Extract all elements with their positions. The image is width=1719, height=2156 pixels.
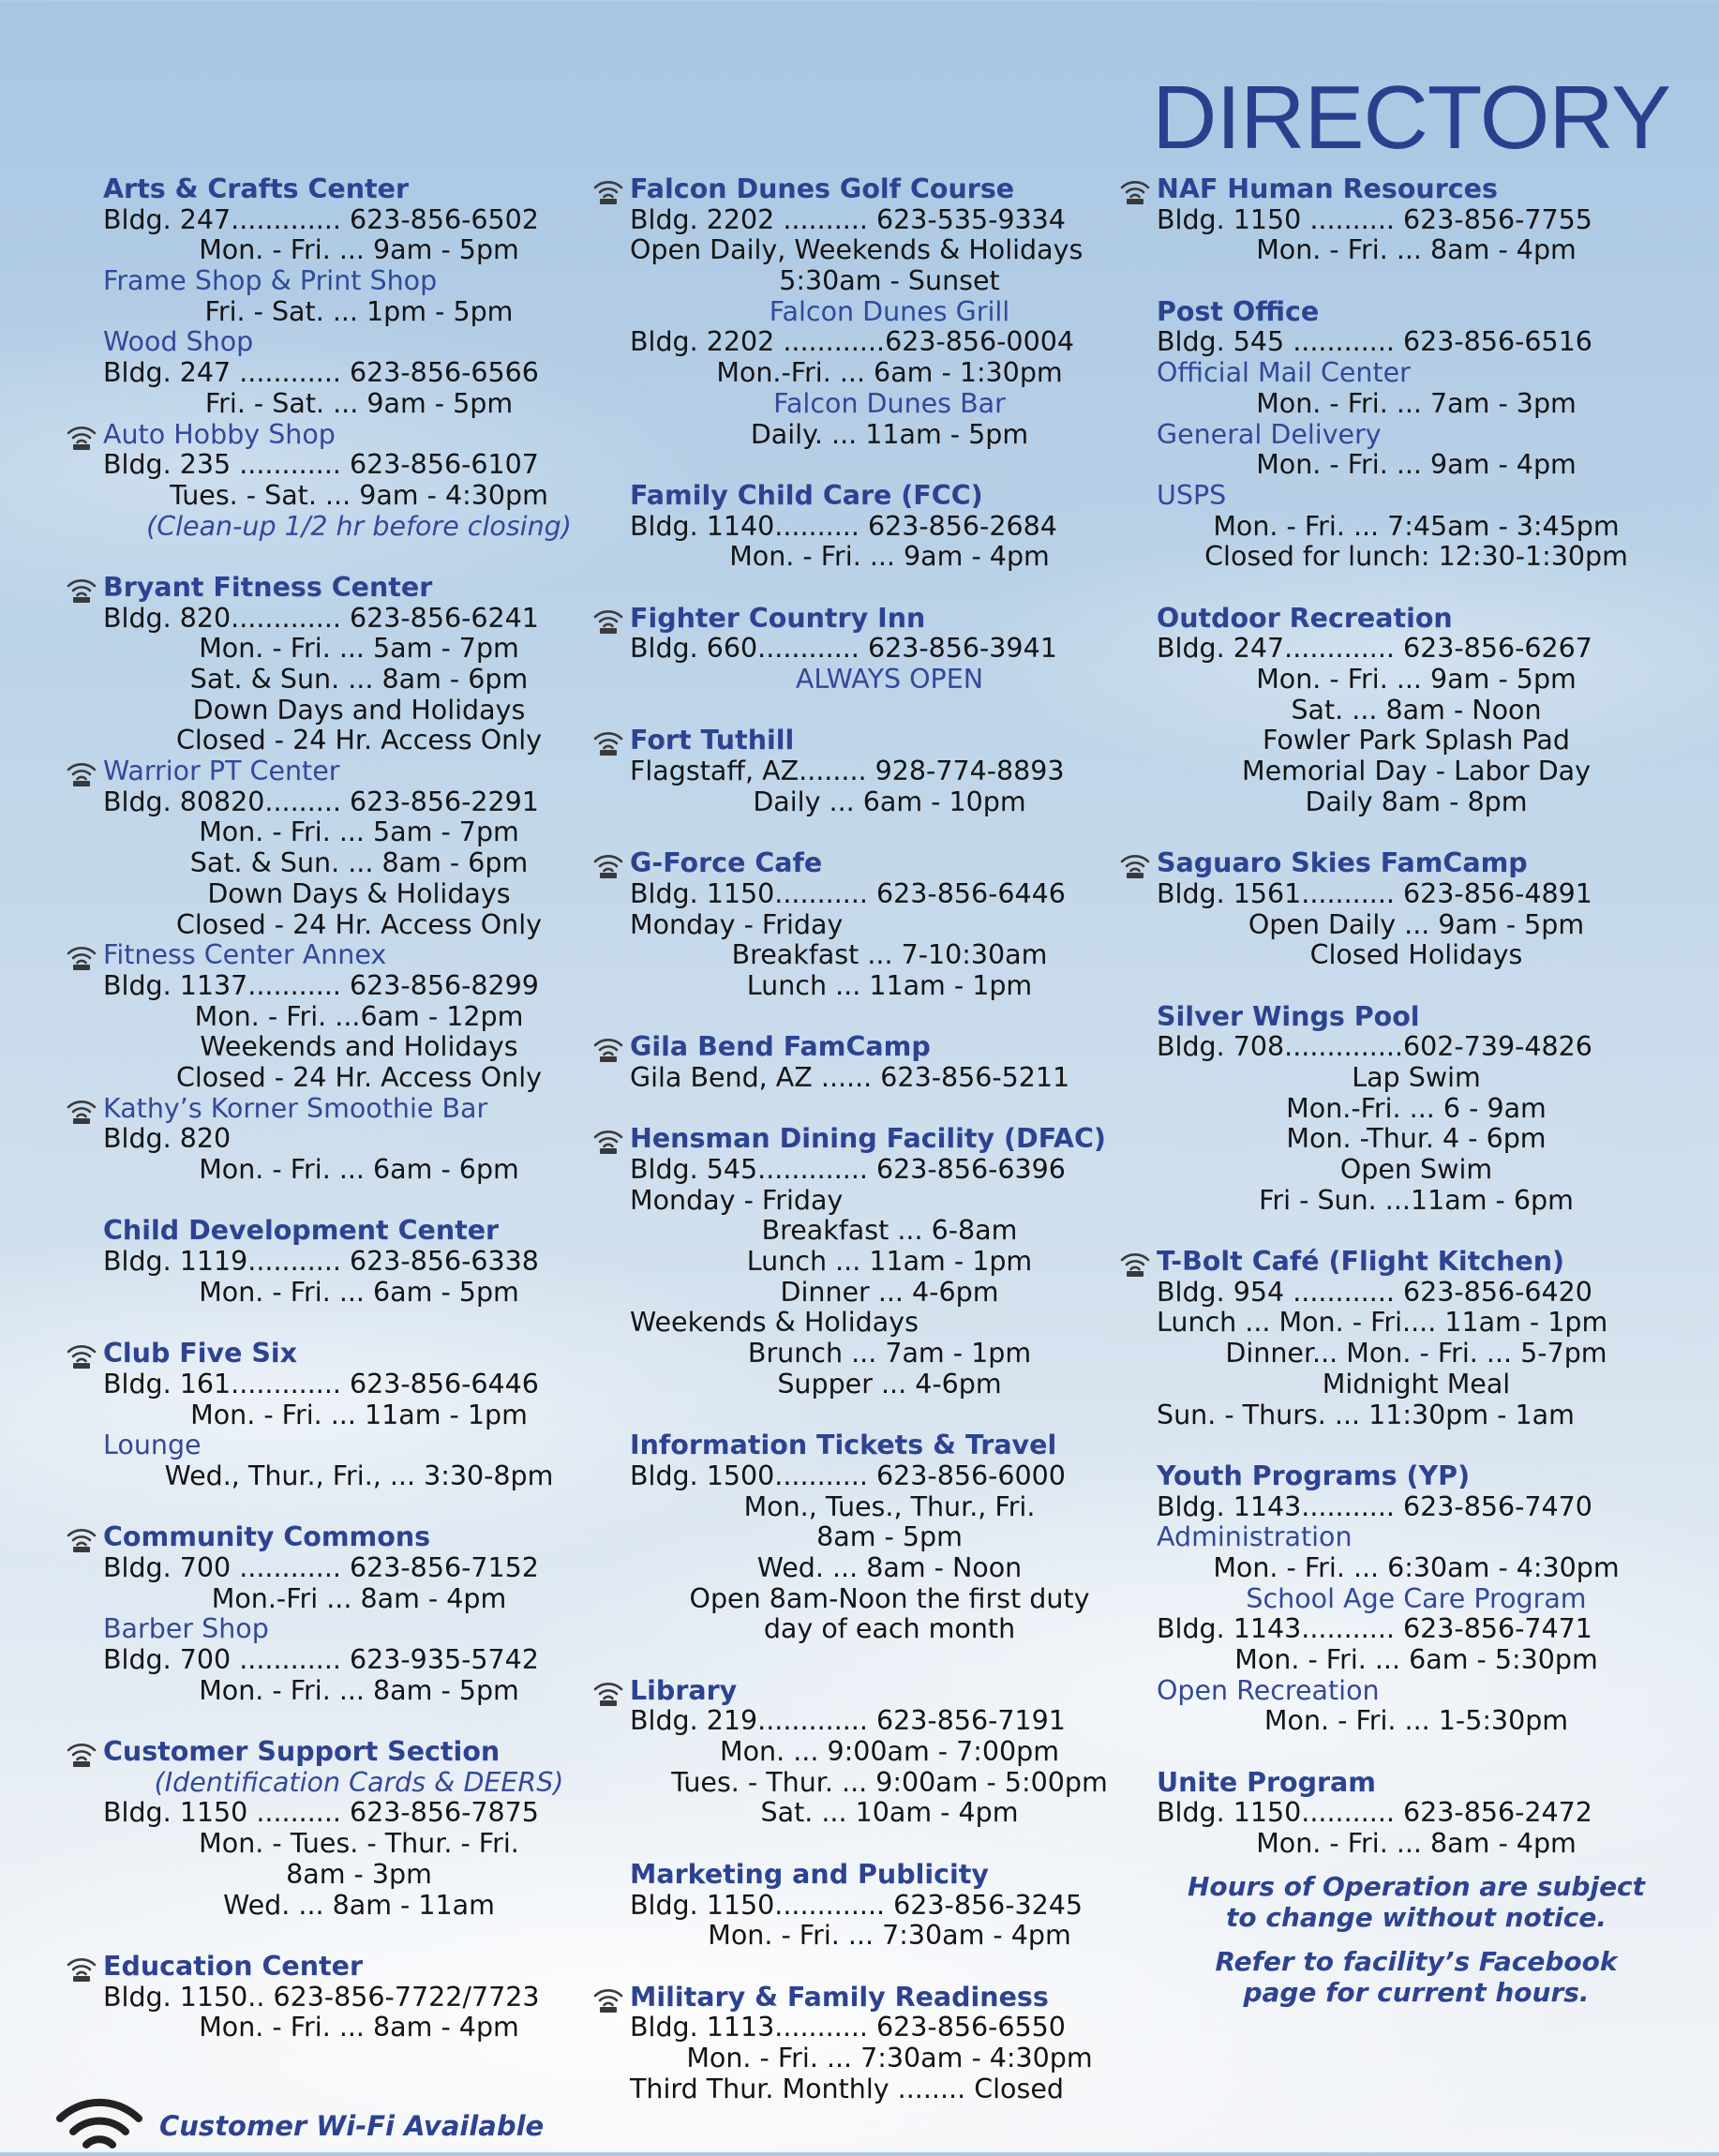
hours-line: Mon.-Fri. ... 6am - 1:30pm [716, 357, 1063, 389]
info-line: Bldg. 700 ............ 623-856-7152 [103, 1551, 539, 1583]
spacer [630, 1400, 1149, 1431]
hours-line: Mon. - Fri. ... 11am - 1pm [190, 1399, 528, 1430]
directory-entry [103, 756, 615, 940]
directory-entry [630, 848, 1149, 1032]
info-line: Bldg. 1150 .......... 623-856-7875 [103, 1797, 539, 1829]
hours-line: Open Swim [1339, 1154, 1493, 1185]
hours-line: Mon. - Fri. ... 8am - 5pm [199, 1674, 519, 1706]
info-line: Bldg. 1137........... 623-856-8299 [103, 969, 539, 1001]
directory-entry [1157, 1768, 1676, 1860]
column-entries [1157, 174, 1676, 1860]
spacer [630, 1094, 1149, 1125]
sub-facility-name: Barber Shop [103, 1613, 269, 1645]
hours-line: Mon., Tues., Thur., Fri. [743, 1490, 1036, 1522]
info-line: Flagstaff, AZ........ 928-774-8893 [630, 756, 1065, 787]
info-line: Bldg. 1150............. 623-856-3245 [630, 1889, 1084, 1921]
facility-name: Child Development Center [103, 1215, 500, 1247]
wifi-icon [592, 606, 624, 635]
hours-notice-line-2: to change without notice. [1226, 1901, 1607, 1933]
spacer [103, 1492, 615, 1523]
wifi-icon [66, 576, 97, 604]
spacer [103, 1921, 615, 1952]
facility-name: Saguaro Skies FamCamp [1157, 847, 1528, 879]
hours-line: Lunch ... 11am - 1pm [746, 1246, 1033, 1278]
hours-line: Sat. ... 8am - Noon [1291, 694, 1542, 726]
hours-line: Midnight Meal [1322, 1368, 1511, 1400]
info-line: Open Daily, Weekends & Holidays [630, 234, 1084, 266]
facility-name: Hensman Dining Facility (DFAC) [630, 1123, 1106, 1155]
hours-line: Mon.-Fri ... 8am - 4pm [211, 1582, 507, 1614]
hours-line: Brunch ... 7am - 1pm [747, 1338, 1032, 1370]
hours-line: Mon. - Tues. - Thur. - Fri. [199, 1828, 519, 1860]
info-line: Bldg. 247 ............ 623-856-6566 [103, 357, 539, 389]
hours-line: Sat. ... 10am - 4pm [760, 1797, 1019, 1829]
facility-name: Unite Program [1157, 1766, 1376, 1798]
spacer [103, 1706, 615, 1737]
info-line: Bldg. 708..............602-739-4826 [1157, 1031, 1592, 1063]
hours-line: Breakfast ... 6-8am [761, 1215, 1018, 1247]
wifi-icon [66, 423, 97, 451]
spacer [103, 1308, 615, 1339]
spacer [1157, 817, 1676, 848]
spacer [1157, 1430, 1676, 1461]
facility-name: T-Bolt Café (Flight Kitchen) [1157, 1246, 1565, 1278]
facility-name: Outdoor Recreation [1157, 602, 1453, 634]
sub-facility-name: Kathy’s Korner Smoothie Bar [103, 1092, 488, 1124]
info-line: Monday - Friday [630, 1184, 844, 1216]
spacer [1157, 266, 1676, 297]
hours-line: 5:30am - Sunset [779, 265, 1000, 297]
spacer [1157, 1216, 1676, 1247]
facility-name: Family Child Care (FCC) [630, 479, 983, 511]
hours-line: 8am - 5pm [816, 1521, 963, 1553]
spacer [1157, 573, 1676, 604]
facebook-notice-line-2: page for current hours. [1243, 1976, 1590, 2008]
info-line: Bldg. 1150.. 623-856-7722/7723 [103, 1981, 540, 2013]
info-line: Bldg. 1143........... 623-856-7470 [1157, 1490, 1592, 1522]
hours-line: Daily ... 6am - 10pm [753, 786, 1026, 817]
hours-line: Fri. - Sat. ... 9am - 5pm [204, 387, 514, 419]
spacer [1157, 971, 1676, 1002]
sub-facility-name: Lounge [103, 1430, 202, 1461]
hours-line: Mon. - Fri. ... 9am - 5pm [1256, 664, 1577, 695]
hours-line: Down Days and Holidays [192, 694, 526, 726]
spacer [630, 573, 1149, 604]
hours-line: Mon. - Fri. ... 9am - 5pm [199, 234, 519, 266]
hours-line: Tues. - Sat. ... 9am - 4:30pm [170, 479, 548, 511]
hours-line: Mon. - Fri. ... 8am - 4pm [199, 2012, 519, 2044]
info-line: Bldg. 1119........... 623-856-6338 [103, 1246, 539, 1278]
sub-facility-name: Warrior PT Center [103, 756, 340, 787]
hours-line: Sat. & Sun. ... 8am - 6pm [189, 664, 529, 695]
sub-facility-name: Administration [1157, 1521, 1353, 1553]
wifi-icon [56, 2090, 142, 2156]
spacer [1157, 1737, 1676, 1768]
sub-facility-name: Falcon Dunes Grill [769, 295, 1010, 327]
directory-entry [630, 1124, 1149, 1430]
hours-line: Down Days & Holidays [207, 877, 511, 909]
hours-line: Wed. ... 8am - 11am [223, 1889, 495, 1921]
directory-entry [103, 1737, 615, 1952]
notice-block [1157, 1871, 1676, 2008]
info-line: Lunch ... Mon. - Fri.... 11am - 1pm [1157, 1307, 1608, 1339]
facility-name: Youth Programs (YP) [1157, 1460, 1471, 1491]
sub-facility-name: Official Mail Center [1157, 357, 1411, 389]
info-line: Bldg. 1150........... 623-856-2472 [1157, 1797, 1592, 1829]
hours-line: Mon. - Fri. ... 6am - 6pm [199, 1154, 519, 1185]
directory-entry [103, 940, 615, 1093]
hours-line: Lunch ... 11am - 1pm [746, 969, 1033, 1001]
spacer [630, 1645, 1149, 1676]
hours-line: Mon.-Fri. ... 6 - 9am [1286, 1092, 1547, 1124]
facility-name: Information Tickets & Travel [630, 1430, 1057, 1461]
facility-name: G-Force Cafe [630, 847, 823, 879]
wifi-icon [1119, 851, 1151, 879]
directory-entry [1157, 174, 1676, 297]
hours-line: Mon. - Fri. ... 6am - 5pm [199, 1276, 519, 1308]
sub-facility-name: USPS [1157, 479, 1227, 511]
directory-entry [630, 174, 1149, 481]
hours-line: Wed., Thur., Fri., ... 3:30-8pm [164, 1460, 554, 1491]
hours-line: Mon. -Thur. 4 - 6pm [1286, 1123, 1547, 1155]
sub-facility-name: Open Recreation [1157, 1674, 1380, 1706]
hours-line: Mon. - Fri. ... 8am - 4pm [1256, 234, 1577, 266]
directory-entry [103, 1094, 615, 1217]
hours-line: Closed for lunch: 12:30-1:30pm [1204, 541, 1628, 573]
directory-entry [630, 1032, 1149, 1124]
directory-column-3 [1157, 174, 1676, 2008]
wifi-icon [1119, 1250, 1151, 1278]
facility-name: Fighter Country Inn [630, 602, 926, 634]
info-line: Bldg. 1500........... 623-856-6000 [630, 1460, 1066, 1491]
directory-entry [103, 573, 615, 756]
directory-entry [1157, 297, 1676, 604]
info-line: Bldg. 954 ............ 623-856-6420 [1157, 1276, 1592, 1308]
hours-line: Mon. - Fri. ... 6am - 5:30pm [1234, 1644, 1598, 1675]
directory-entry [103, 420, 615, 573]
facility-name: Library [630, 1674, 738, 1706]
hours-line: Open 8am-Noon the first duty [689, 1582, 1090, 1614]
facility-name: Bryant Fitness Center [103, 571, 433, 603]
spacer [630, 817, 1149, 848]
info-line: Bldg. 1143........... 623-856-7471 [1157, 1613, 1592, 1645]
directory-entry [630, 1430, 1149, 1676]
facility-name: NAF Human Resources [1157, 173, 1498, 204]
facility-name: Military & Family Readiness [630, 1981, 1049, 2013]
directory-entry [630, 1860, 1149, 1983]
directory-entry [1157, 1461, 1676, 1768]
directory-entry [103, 1216, 615, 1339]
directory-entry [630, 1676, 1149, 1860]
wifi-legend [56, 2096, 544, 2156]
info-line: Third Thur. Monthly ........ Closed [630, 2073, 1064, 2104]
sub-facility-name: School Age Care Program [1246, 1582, 1587, 1614]
info-line: Bldg. 247............. 623-856-6267 [1157, 633, 1592, 665]
directory-entry [1157, 848, 1676, 1001]
wifi-legend-label: Customer Wi-Fi Available [159, 2110, 545, 2142]
spacer [103, 1186, 615, 1217]
facility-name: Club Five Six [103, 1338, 298, 1370]
hours-line: Daily 8am - 8pm [1305, 786, 1528, 817]
hours-line: Mon. - Fri. ... 7:45am - 3:45pm [1213, 510, 1620, 542]
hours-line: Fowler Park Splash Pad [1262, 725, 1570, 756]
info-line: Bldg. 660............ 623-856-3941 [630, 633, 1057, 665]
wifi-icon [66, 1097, 97, 1125]
facility-name: Gila Bend FamCamp [630, 1031, 931, 1063]
facility-name: Community Commons [103, 1521, 431, 1553]
wifi-icon [592, 177, 624, 205]
directory-entry [103, 174, 615, 420]
sub-facility-name: General Delivery [1157, 418, 1382, 450]
wifi-icon [66, 1341, 97, 1370]
facility-name: Customer Support Section [103, 1736, 501, 1768]
info-line: Bldg. 2202 .......... 623-535-9334 [630, 203, 1066, 235]
spacer [630, 1829, 1149, 1860]
note-line: (Identification Cards & DEERS) [154, 1766, 564, 1798]
sub-facility-name: Frame Shop & Print Shop [103, 265, 438, 297]
spacer [630, 1952, 1149, 1983]
facebook-notice-line-1: Refer to facility’s Facebook [1215, 1945, 1618, 1977]
hours-line: Breakfast ... 7-10:30am [731, 939, 1048, 971]
hours-line: Mon. - Fri. ... 7:30am - 4:30pm [686, 2042, 1093, 2074]
directory-entry [103, 1952, 615, 2044]
facility-name: Arts & Crafts Center [103, 173, 410, 204]
hours-line: Closed Holidays [1309, 939, 1523, 971]
directory-column-2 [630, 174, 1149, 2104]
wifi-icon [592, 1679, 624, 1707]
hours-line: Fri. - Sat. ... 1pm - 5pm [204, 295, 514, 327]
wifi-icon [592, 851, 624, 879]
info-line: Bldg. 161............. 623-856-6446 [103, 1368, 539, 1400]
hours-line: Mon. - Fri. ... 5am - 7pm [199, 816, 519, 848]
hours-line: Closed - 24 Hr. Access Only [175, 908, 542, 940]
hours-line: 8am - 3pm [286, 1858, 432, 1890]
info-line: Bldg. 1150........... 623-856-6446 [630, 877, 1066, 909]
wifi-icon [592, 728, 624, 756]
hours-line: Supper ... 4-6pm [777, 1368, 1002, 1400]
wifi-icon [66, 1525, 97, 1553]
info-line: Bldg. 1113........... 623-856-6550 [630, 2012, 1066, 2044]
facility-name: Education Center [103, 1950, 364, 1982]
hours-line: Open Daily ... 9am - 5pm [1248, 908, 1585, 940]
info-line: Bldg. 2202 ............623-856-0004 [630, 326, 1074, 358]
hours-line: Mon. - Fri. ... 8am - 4pm [1256, 1828, 1577, 1860]
hours-line: Mon. ... 9:00am - 7:00pm [720, 1736, 1059, 1768]
directory-entry [1157, 604, 1676, 849]
facility-name: Silver Wings Pool [1157, 1000, 1420, 1032]
hours-line: Mon. - Fri. ... 9am - 4pm [729, 541, 1050, 573]
info-line: Bldg. 219............. 623-856-7191 [630, 1705, 1066, 1737]
info-line: Bldg. 1150 .......... 623-856-7755 [1157, 203, 1592, 235]
hours-line: Mon. - Fri. ... 5am - 7pm [199, 633, 519, 665]
hours-line: Wed. ... 8am - Noon [756, 1551, 1023, 1583]
hours-line: Fri - Sun. ...11am - 6pm [1259, 1184, 1574, 1216]
hours-line: Mon. - Fri. ... 1-5:30pm [1263, 1705, 1569, 1737]
info-line: Bldg. 235 ............ 623-856-6107 [103, 449, 539, 481]
hours-line: Closed - 24 Hr. Access Only [175, 725, 542, 756]
hours-line: Mon. - Fri. ... 7:30am - 4pm [708, 1920, 1071, 1952]
hours-notice-line-1: Hours of Operation are subject [1187, 1870, 1646, 1902]
hours-line: Dinner ... 4-6pm [780, 1276, 999, 1308]
hours-line: Mon. - Fri. ... 6:30am - 4:30pm [1213, 1551, 1620, 1583]
hours-line: Tues. - Thur. ... 9:00am - 5:00pm [671, 1766, 1108, 1798]
spacer [103, 542, 615, 573]
info-line: Bldg. 820 [103, 1123, 232, 1155]
sub-facility-name: Fitness Center Annex [103, 939, 387, 971]
info-line: Bldg. 545............. 623-856-6396 [630, 1154, 1066, 1185]
hours-line: Sat. & Sun. ... 8am - 6pm [189, 847, 529, 879]
sub-facility-name: Falcon Dunes Bar [773, 387, 1006, 419]
sub-facility-name: ALWAYS OPEN [795, 664, 984, 695]
directory-entry [630, 481, 1149, 604]
directory-entry [630, 1983, 1149, 2105]
directory-column-1 [103, 174, 615, 2044]
info-line: Monday - Friday [630, 908, 844, 940]
wifi-icon [66, 943, 97, 971]
info-line: Bldg. 80820......... 623-856-2291 [103, 786, 539, 817]
info-line: Bldg. 700 ............ 623-935-5742 [103, 1644, 539, 1675]
hours-line: Closed - 24 Hr. Access Only [175, 1061, 542, 1093]
wifi-icon [592, 1985, 624, 2014]
hours-line: day of each month [763, 1613, 1016, 1645]
hours-line: Lap Swim [1352, 1061, 1481, 1093]
sub-facility-name: Auto Hobby Shop [103, 418, 336, 450]
wifi-icon [592, 1127, 624, 1155]
info-line: Gila Bend, AZ ...... 623-856-5211 [630, 1061, 1070, 1093]
info-line: Bldg. 1140.......... 623-856-2684 [630, 510, 1057, 542]
directory-entry [103, 1522, 615, 1737]
directory-entry [103, 1339, 615, 1522]
info-line: Bldg. 545 ............ 623-856-6516 [1157, 326, 1592, 358]
directory-entry [630, 726, 1149, 848]
hours-line: Mon. - Fri. ...6am - 12pm [194, 1000, 524, 1032]
spacer [630, 1002, 1149, 1033]
page-title: DIRECTORY [1152, 67, 1670, 168]
facility-name: Fort Tuthill [630, 725, 795, 756]
hours-line: Mon. - Fri. ... 7am - 3pm [1256, 387, 1577, 419]
directory-entry [1157, 1002, 1676, 1248]
info-line: Weekends & Holidays [630, 1307, 919, 1339]
info-line: Bldg. 1561........... 623-856-4891 [1157, 877, 1592, 909]
directory-entry [630, 604, 1149, 726]
directory-entry [1157, 1247, 1676, 1461]
facility-name: Falcon Dunes Golf Course [630, 173, 1015, 204]
facility-name: Marketing and Publicity [630, 1858, 989, 1890]
wifi-icon [592, 1035, 624, 1063]
info-line: Bldg. 820............. 623-856-6241 [103, 602, 539, 634]
hours-line: Mon. - Fri. ... 9am - 4pm [1256, 449, 1577, 481]
hours-line: Weekends and Holidays [200, 1031, 518, 1063]
wifi-icon [66, 1740, 97, 1768]
facility-name: Post Office [1157, 295, 1320, 327]
hours-line: Dinner... Mon. - Fri. ... 5-7pm [1225, 1338, 1607, 1370]
note-line: (Clean-up 1/2 hr before closing) [146, 510, 572, 542]
spacer [630, 450, 1149, 481]
spacer [630, 696, 1149, 726]
info-line: Sun. - Thurs. ... 11:30pm - 1am [1157, 1399, 1575, 1430]
wifi-icon [66, 759, 97, 787]
hours-line: Memorial Day - Labor Day [1241, 756, 1591, 787]
info-line: Bldg. 247............. 623-856-6502 [103, 203, 539, 235]
wifi-icon [66, 1954, 97, 1983]
wifi-icon [1119, 177, 1151, 205]
hours-line: Daily. ... 11am - 5pm [750, 418, 1029, 450]
sub-facility-name: Wood Shop [103, 326, 254, 358]
